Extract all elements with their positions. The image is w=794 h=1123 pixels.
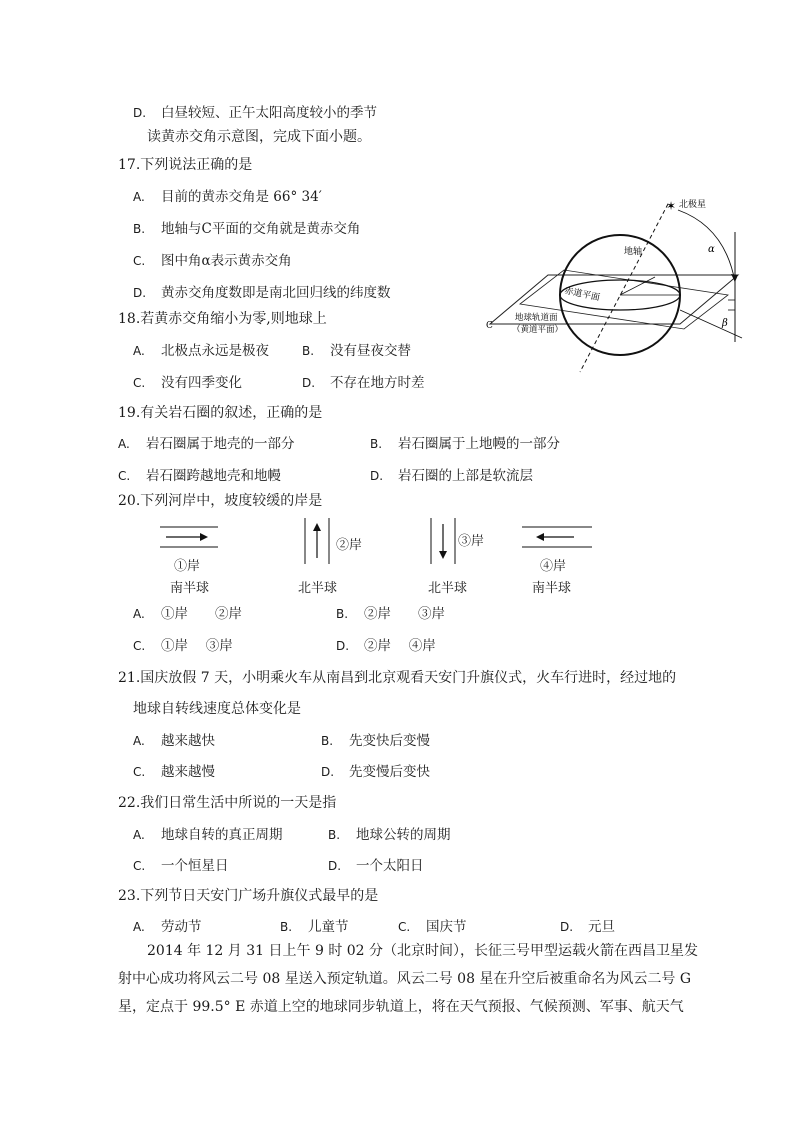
option-key: B.	[321, 734, 334, 748]
option-key: C.	[133, 376, 146, 390]
option-key: D.	[328, 859, 342, 873]
option-text: 先变慢后变快	[349, 764, 430, 780]
option-key: B.	[280, 920, 293, 934]
q22-stem: 22.我们日常生活中所说的一天是指	[118, 795, 337, 811]
option-text: 岩石圈属于上地幔的一部分	[398, 436, 560, 452]
q18-option-a[interactable]	[133, 342, 269, 360]
option-text: 不存在地方时差	[330, 375, 425, 391]
option-text: 儿童节	[308, 919, 349, 935]
passage-line-3: 星，定点于 99.5° E 赤道上空的地球同步轨道上，将在天气预报、气候预测、军事、航天气	[118, 999, 684, 1015]
q19-option-b[interactable]	[370, 435, 560, 453]
option-key: D.	[370, 469, 384, 483]
option-key: D.	[133, 286, 147, 300]
option-text: 越来越快	[161, 733, 215, 749]
q21-option-a[interactable]	[133, 732, 215, 750]
option-text: 地球公转的周期	[356, 827, 451, 843]
earth-axis	[580, 204, 668, 372]
option-key: B.	[336, 607, 349, 621]
option-key: D.	[321, 765, 335, 779]
q22-option-b[interactable]	[328, 826, 451, 844]
q23-stem: 23.下列节日天安门广场升旗仪式最早的是	[118, 888, 379, 904]
q22-option-d[interactable]	[328, 857, 424, 875]
bank-3-label: ③岸	[458, 534, 485, 549]
option-text: 黄赤交角度数即是南北回归线的纬度数	[161, 285, 391, 301]
q23-option-a[interactable]	[133, 918, 202, 936]
q19-option-d[interactable]	[370, 467, 533, 485]
river-bank-3-diagram	[428, 518, 458, 566]
q21-option-d[interactable]	[321, 763, 430, 781]
q17-option-d[interactable]	[133, 284, 391, 302]
q21-option-c[interactable]	[133, 763, 215, 781]
option-key: C.	[133, 765, 146, 779]
q23-option-b[interactable]	[280, 918, 349, 936]
q20-option-c[interactable]	[133, 637, 233, 655]
bank-2-label: ②岸	[336, 538, 363, 553]
option-text: 地轴与C平面的交角就是黄赤交角	[161, 221, 361, 237]
option-key: B.	[133, 222, 146, 236]
option-key: C.	[398, 920, 411, 934]
alpha-label: α	[708, 244, 715, 255]
q21-stem-line2: 地球自转线速度总体变化是	[133, 701, 301, 717]
option-text: 元旦	[588, 919, 615, 935]
q20-option-a[interactable]	[133, 605, 242, 623]
flow-arrow-left-icon	[536, 533, 544, 541]
option-key: B.	[370, 437, 383, 451]
q21-option-b[interactable]	[321, 732, 430, 750]
option-text: ①岸 ②岸	[161, 606, 242, 622]
option-key: D.	[560, 920, 574, 934]
q21-stem-line1: 21.国庆放假 7 天，小明乘火车从南昌到北京观看天安门升旗仪式，火车行进时，经过地的	[118, 670, 677, 686]
option-key: A.	[133, 190, 145, 204]
passage-line-2: 射中心成功将风云二号 08 星送入预定轨道。风云二号 08 星在升空后被重命名为风云二号 G	[118, 971, 692, 987]
q20-stem: 20.下列河岸中，坡度较缓的岸是	[118, 493, 323, 509]
bank-2-hemisphere: 北半球	[298, 581, 338, 596]
figure-intro: 读黄赤交角示意图，完成下面小题。	[147, 129, 371, 145]
bank-4-label: ④岸	[540, 559, 567, 574]
option-key: C.	[118, 469, 131, 483]
q18-option-d[interactable]	[302, 374, 425, 392]
q16-option-d[interactable]	[133, 104, 377, 122]
obliquity-diagram	[480, 192, 750, 378]
option-text: 没有四季变化	[161, 375, 242, 391]
polaris-star-icon: ✶	[666, 199, 677, 213]
option-text: 先变快后变慢	[349, 733, 430, 749]
beta-line	[680, 310, 742, 338]
passage-line-1: 2014 年 12 月 31 日上午 9 时 02 分（北京时间），长征三号甲型运载火箭在西昌卫星发	[147, 943, 699, 959]
option-text: 岩石圈的上部是软流层	[398, 468, 533, 484]
option-key: D.	[133, 106, 147, 120]
option-text: 岩石圈跨越地壳和地幔	[146, 468, 281, 484]
option-text: 劳动节	[161, 919, 202, 935]
q17-option-a[interactable]	[133, 188, 322, 206]
alpha-arc	[678, 210, 735, 282]
option-text: 没有昼夜交替	[330, 343, 411, 359]
plane-c-label: C	[486, 321, 493, 331]
option-text: 国庆节	[426, 919, 467, 935]
alpha-arrow	[731, 274, 738, 282]
option-key: A.	[118, 437, 130, 451]
option-key: C.	[133, 254, 146, 268]
q19-option-a[interactable]	[118, 435, 295, 453]
option-text: 地球自转的真正周期	[161, 827, 283, 843]
q18-option-c[interactable]	[133, 374, 242, 392]
q19-stem: 19.有关岩石圈的叙述，正确的是	[118, 405, 323, 421]
option-key: B.	[302, 344, 315, 358]
flow-arrow-right-icon	[200, 533, 208, 541]
q23-option-d[interactable]	[560, 918, 615, 936]
q17-option-b[interactable]	[133, 220, 360, 238]
option-key: A.	[133, 828, 145, 842]
orbit-plane-label-2: （黄道平面）	[512, 325, 564, 335]
option-text: 目前的黄赤交角是 66° 34′	[161, 189, 322, 205]
q23-option-c[interactable]	[398, 918, 467, 936]
q19-option-c[interactable]	[118, 467, 281, 485]
q22-option-a[interactable]	[133, 826, 283, 844]
flow-arrow-up-icon	[313, 523, 321, 531]
option-key: A.	[133, 734, 145, 748]
option-key: B.	[328, 828, 341, 842]
river-bank-2-diagram	[302, 518, 332, 566]
option-key: A.	[133, 344, 145, 358]
option-key: D.	[302, 376, 316, 390]
option-key: D.	[336, 639, 350, 653]
option-text: ②岸 ④岸	[364, 638, 436, 654]
option-text: 一个太阳日	[356, 858, 424, 874]
river-bank-1-diagram	[160, 524, 220, 550]
option-text: 一个恒星日	[161, 858, 229, 874]
option-key: A.	[133, 920, 145, 934]
bank-4-hemisphere: 南半球	[532, 581, 572, 596]
q17-stem: 17.下列说法正确的是	[118, 157, 253, 173]
option-text: 北极点永远是极夜	[161, 343, 269, 359]
q22-option-c[interactable]	[133, 857, 229, 875]
bank-3-hemisphere: 北半球	[428, 581, 468, 596]
option-key: C.	[133, 639, 146, 653]
polaris-label: 北极星	[679, 200, 707, 210]
q18-option-b[interactable]	[302, 342, 411, 360]
beta-label: β	[722, 318, 728, 329]
q20-option-d[interactable]	[336, 637, 436, 655]
equator-plane-label: 赤道平面	[563, 286, 601, 304]
option-key: A.	[133, 607, 145, 621]
q17-option-c[interactable]	[133, 252, 292, 270]
bank-1-hemisphere: 南半球	[170, 581, 210, 596]
option-text: ②岸 ③岸	[364, 606, 445, 622]
option-key: C.	[133, 859, 146, 873]
flow-arrow-down-icon	[439, 551, 447, 559]
river-bank-4-diagram	[522, 524, 594, 550]
option-text: 图中角α表示黄赤交角	[161, 253, 292, 269]
bank-1-label: ①岸	[174, 559, 201, 574]
option-text: 白昼较短、正午太阳高度较小的季节	[161, 105, 377, 121]
option-text: 岩石圈属于地壳的一部分	[146, 436, 295, 452]
option-text: 越来越慢	[161, 764, 215, 780]
option-text: ①岸 ③岸	[161, 638, 233, 654]
q20-option-b[interactable]	[336, 605, 445, 623]
axis-label: 地轴	[624, 247, 643, 257]
q18-stem: 18.若黄赤交角缩小为零,则地球上	[118, 311, 327, 327]
orbit-plane-label-1: 地球轨道面	[515, 313, 558, 323]
